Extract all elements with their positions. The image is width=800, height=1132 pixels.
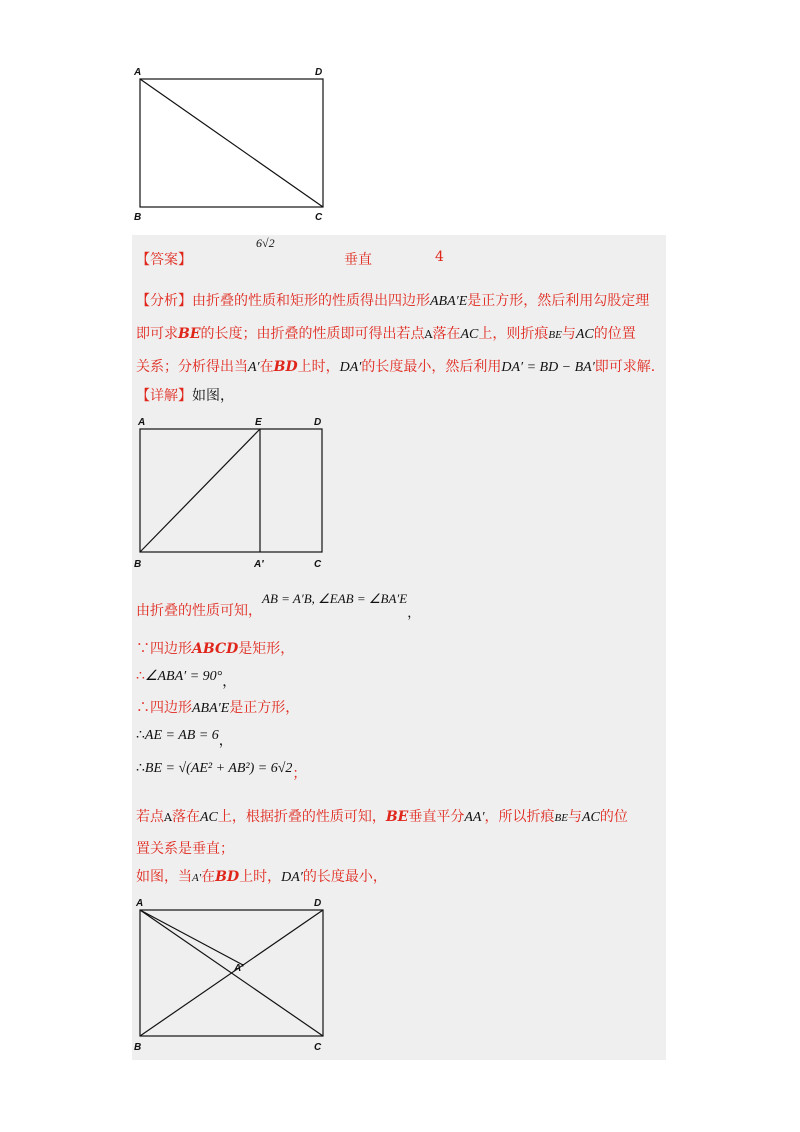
label-A: A	[136, 898, 144, 909]
analysis-line-1: 【分析】由折叠的性质和矩形的性质得出四边形ABA′E是正方形，然后利用勾股定理	[136, 293, 650, 309]
label-D: D	[314, 417, 322, 428]
step-4: ∴AE = AB = 6，	[136, 727, 233, 749]
label-A: A	[134, 67, 142, 78]
label-B: B	[134, 212, 142, 223]
analysis-line-2: 即可求BE的长度；由折叠的性质即可得出若点A落在AC上，则折痕BE与AC的位置	[136, 326, 636, 342]
analysis-line-3: 关系；分析得出当A′在BD上时，DA′的长度最小，然后利用DA′ = BD − BA′即可求解.	[136, 359, 656, 375]
answer-label: 【答案】	[136, 252, 192, 268]
detail-heading: 【详解】如图，	[136, 388, 234, 404]
label-C: C	[315, 212, 323, 223]
label-D: D	[315, 67, 323, 78]
perpendicular-line-1: 若点A落在AC上，根据折叠的性质可知，BE垂直平分AA′，所以折痕BE与AC的位	[136, 809, 628, 825]
label-A: A	[138, 417, 146, 428]
fold-property-text: 由折叠的性质可知，	[136, 603, 262, 619]
step-5: ∴BE = √(AE² + AB²) = 6√2；	[136, 760, 307, 782]
label-C: C	[314, 559, 322, 570]
perpendicular-line-2: 置关系是垂直；	[136, 841, 234, 857]
figure-diagonals	[130, 893, 340, 1055]
answer-blank-1: 6√2	[256, 236, 275, 250]
answer-blank-2: 垂直	[344, 252, 372, 268]
min-distance-line: 如图，当A′在BD上时，DA′的长度最小，	[136, 869, 387, 885]
label-E: E	[255, 417, 262, 428]
label-D: D	[314, 898, 322, 909]
figure-fold-square	[130, 412, 340, 577]
label-A-prime: A′	[254, 559, 264, 570]
step-2: ∴∠ABA′ = 90°，	[136, 668, 237, 690]
answer-blank-3: 4	[435, 249, 444, 265]
step-1: ∵四边形ABCD是矩形，	[136, 641, 295, 657]
label-C: C	[314, 1042, 322, 1053]
figure-rectangle-diagonal	[130, 62, 340, 227]
fold-property-math: AB = A′B, ∠EAB = ∠BA′E，	[262, 591, 421, 621]
step-3: ∴四边形ABA′E是正方形，	[136, 700, 300, 716]
analysis-label: 【分析】	[136, 293, 192, 309]
label-B: B	[134, 559, 142, 570]
label-B: B	[134, 1042, 142, 1053]
label-A-prime: A′	[234, 963, 244, 974]
